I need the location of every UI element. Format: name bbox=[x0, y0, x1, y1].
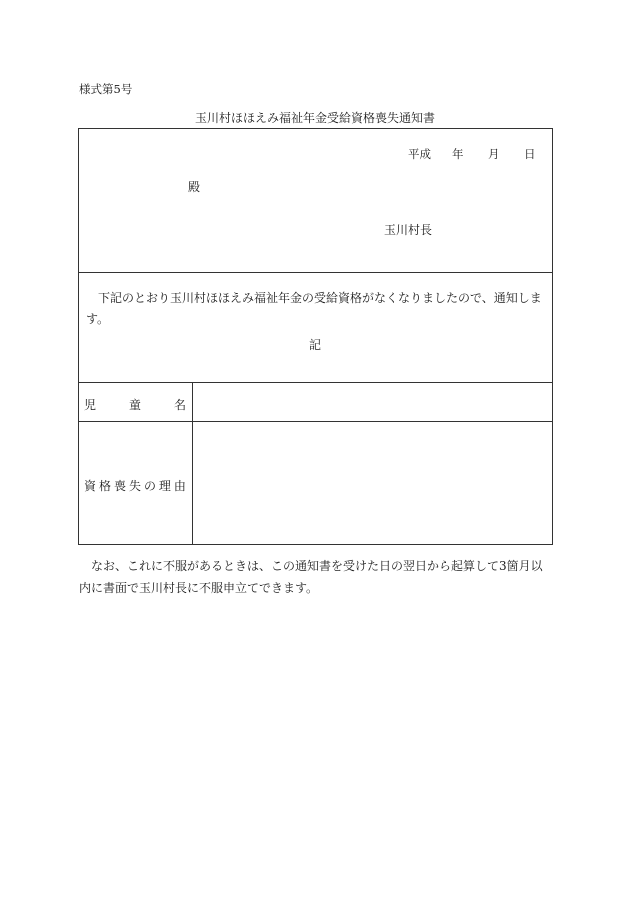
reason-label-char: 喪 bbox=[113, 479, 126, 493]
document-title: 玉川村ほほえみ福祉年金受給資格喪失通知書 bbox=[194, 111, 435, 125]
table-column-divider bbox=[192, 382, 193, 545]
date-month-unit: 月 bbox=[488, 147, 500, 161]
reason-label-char: 資 bbox=[84, 479, 97, 493]
date-day-unit: 日 bbox=[524, 147, 536, 161]
child-name-label-char: 名 bbox=[173, 398, 186, 412]
reason-label-char: の bbox=[143, 479, 156, 493]
footer-note: なお、これに不服があるときは、この通知書を受けた日の翌日から起算して3箇月以内に書面で玉川村長に不服申立てできます。 bbox=[79, 559, 543, 595]
section-divider-header bbox=[78, 272, 553, 273]
date-era: 平成 bbox=[408, 147, 431, 161]
addressee-suffix: 殿 bbox=[188, 180, 201, 194]
reason-label bbox=[84, 477, 186, 494]
child-name-label-char: 児 bbox=[84, 398, 97, 412]
notice-text: 下記のとおり玉川村ほほえみ福祉年金の受給資格がなくなりましたので、通知します。 bbox=[86, 291, 542, 326]
table-row-divider bbox=[78, 421, 553, 422]
issue-date bbox=[408, 146, 536, 162]
date-year-unit: 年 bbox=[452, 147, 464, 161]
reason-label-char: 理 bbox=[158, 479, 171, 493]
reason-label-char: 由 bbox=[173, 479, 186, 493]
section-divider-notice bbox=[78, 382, 553, 383]
reason-label-char: 失 bbox=[128, 479, 141, 493]
child-name-label bbox=[84, 396, 186, 413]
issuer-name: 玉川村長 bbox=[384, 223, 433, 237]
form-number: 様式第5号 bbox=[79, 82, 133, 96]
ki-label: 記 bbox=[308, 338, 321, 352]
reason-label-char: 格 bbox=[98, 479, 111, 493]
child-name-label-char: 童 bbox=[128, 398, 141, 412]
